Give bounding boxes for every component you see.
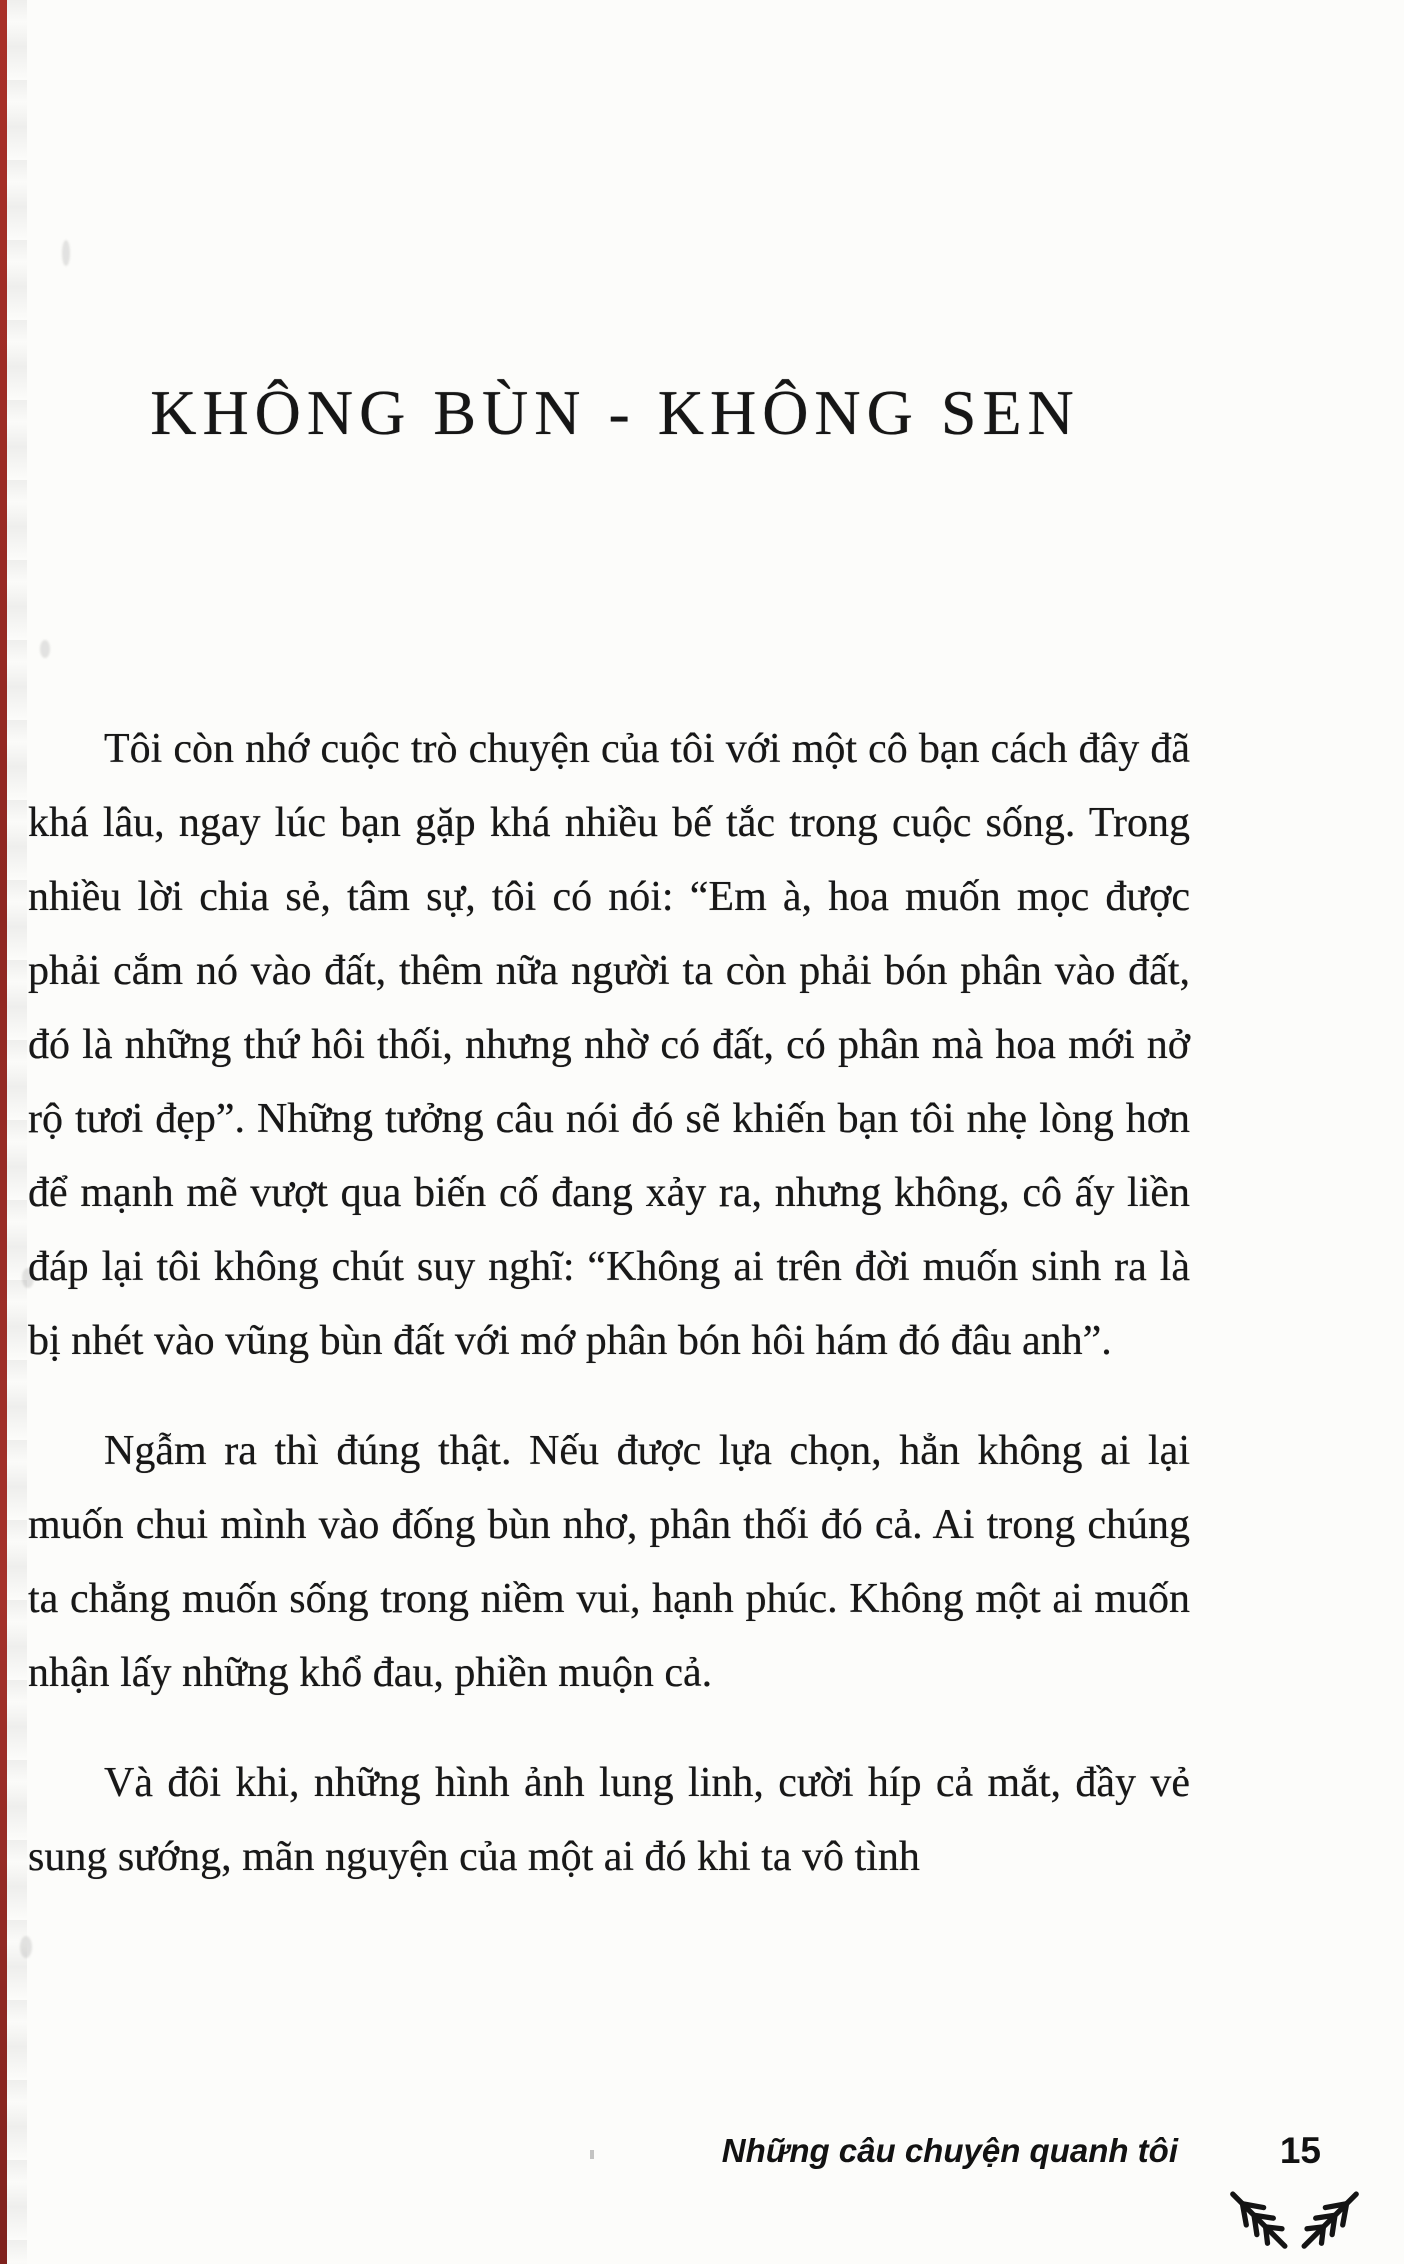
scan-smudge: [40, 640, 50, 658]
paragraph-1: Tôi còn nhớ cuộc trò chuyện của tôi với một cô bạn cách đây đã khá lâu, ngay lúc bạn gặp khá nhiều bế tắc trong cuộc sống. Trong nhiều lời chia sẻ, tâm sự, tôi có nói: “Em à, hoa muốn mọc được phải cắm nó vào đất, thêm nữa người ta còn phải bón phân vào đất, đó là những thứ hôi thối, nhưng nhờ có đất, có phân mà hoa mới nở rộ tươi đẹp”. Những tưởng câu nói đó sẽ khiến bạn tôi nhẹ lòng hơn để mạnh mẽ vượt qua biến cố đang xảy ra, nhưng không, cô ấy liền đáp lại tôi không chút suy nghĩ: “Không ai trên đời muốn sinh ra là bị nhét vào vũng bùn đất với mớ phân bón hôi hám đó đâu anh”.: [28, 726, 1190, 1364]
chapter-body: [28, 712, 1190, 1930]
scan-smudge: [20, 1936, 32, 1958]
paragraph-3: Và đôi khi, những hình ảnh lung linh, cười híp cả mắt, đầy vẻ sung sướng, mãn nguyện của một ai đó khi ta vô tình: [28, 1760, 1190, 1880]
chapter-title: KHÔNG BÙN - KHÔNG SEN: [150, 377, 1080, 448]
paragraph-2: Ngẫm ra thì đúng thật. Nếu được lựa chọn, hẳn không ai lại muốn chui mình vào đống bùn nhơ, phân thối đó cả. Ai trong chúng ta chẳng muốn sống trong niềm vui, hạnh phúc. Không một ai muốn nhận lấy những khổ đau, phiền muộn cả.: [28, 1428, 1190, 1696]
scan-speck: [590, 2150, 594, 2159]
running-title: Những câu chuyện quanh tôi: [721, 2132, 1178, 2169]
page-edge-strip: [0, 0, 7, 2264]
laurel-branches-icon: [1227, 2188, 1362, 2258]
scan-smudge: [62, 240, 70, 266]
scan-edge-shadow: [7, 0, 27, 2264]
page-number: 15: [1279, 2130, 1321, 2171]
